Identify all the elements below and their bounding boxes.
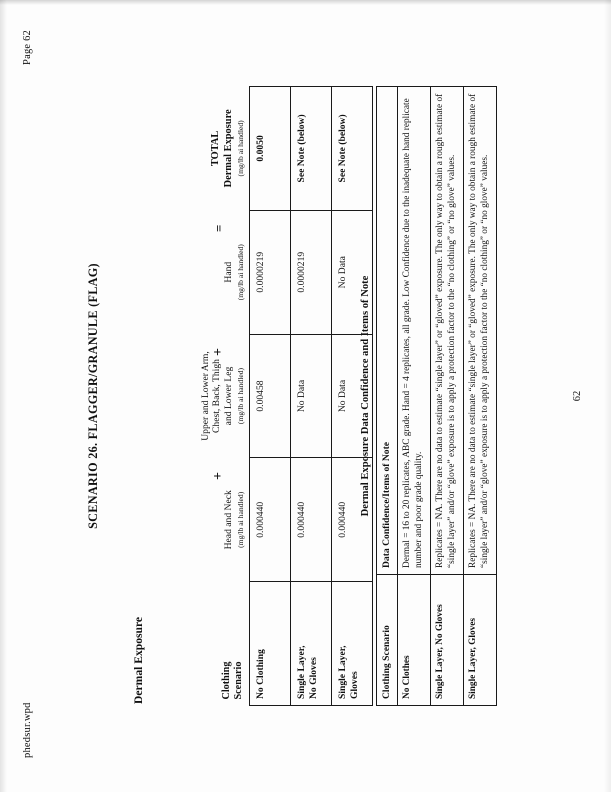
column-header-data-confidence: Data Confidence/Items of Note: [377, 87, 398, 575]
cell-total: 0.0050: [250, 87, 291, 211]
column-header-clothing-scenario: Clothing Scenario: [377, 575, 398, 706]
cell-head-neck: 0.000440: [332, 458, 373, 582]
header-page-number: Page 62: [22, 30, 33, 65]
column-header-total: TOTAL Dermal Exposure (mg/lb ai handled): [154, 87, 250, 211]
dermal-exposure-block: [132, 86, 373, 706]
dermal-exposure-label: Dermal Exposure: [132, 616, 145, 704]
header-filename: phedsur.wpd: [22, 702, 33, 758]
column-header-arm-chest-back-thigh-leg: Upper and Lower Arm, Chest, Back, Thigh and Lower Leg (mg/lb ai handled): [154, 334, 250, 458]
table-row: [291, 87, 332, 706]
cell-confidence-note: Replicates = NA. There are no data to estimate “single layer” or “gloved” exposure. The only way to obtain a rough estimate of “single layer” and/or “glove” exposure is to apply a protection factor to the “no clothing” or “no glove” values.: [431, 87, 464, 575]
cell-arm-chest-back-thigh-leg: 0.00458: [250, 334, 291, 458]
row-scenario-single-layer-gloves: Single Layer, Gloves: [463, 575, 496, 706]
cell-hand: No Data: [332, 210, 373, 334]
row-scenario-single-layer-gloves: Single Layer, Gloves: [332, 582, 373, 706]
operator-plus-icon: +: [211, 348, 226, 356]
dermal-exposure-body: [250, 87, 373, 706]
row-scenario-single-layer-no-gloves: Single Layer, No Gloves: [291, 582, 332, 706]
table-row: [431, 87, 464, 706]
cell-hand: 0.0000219: [291, 210, 332, 334]
confidence-block: [360, 86, 497, 706]
cell-hand: 0.0000219: [250, 210, 291, 334]
operator-equals-icon: =: [211, 224, 226, 232]
table-header-row: [154, 87, 250, 706]
table-row: [398, 87, 431, 706]
dermal-exposure-table: [154, 86, 373, 706]
cell-head-neck: 0.000440: [250, 458, 291, 582]
cell-confidence-note: Replicates = NA. There are no data to estimate “single layer” or “gloved” exposure. The only way to obtain a rough estimate of “single layer” and/or “glove” exposure is to apply a protection factor to the “no clothing” or “no glove” values.: [463, 87, 496, 575]
page-title: SCENARIO 26. FLAGGER/GRANULE (FLAG): [86, 263, 100, 529]
confidence-table: [376, 86, 497, 706]
page-folio: 62: [572, 390, 583, 402]
confidence-table-title: Dermal Exposure Data Confidence and Items of Note: [360, 275, 371, 517]
row-scenario-no-clothes: No Clothes: [398, 575, 431, 706]
column-header-hand: Hand (mg/lb ai handled): [154, 210, 250, 334]
row-scenario-no-clothing: No Clothing: [250, 582, 291, 706]
table-row: [463, 87, 496, 706]
cell-head-neck: 0.000440: [291, 458, 332, 582]
cell-total: See Note (below): [332, 87, 373, 211]
operator-plus-icon: +: [211, 472, 226, 480]
column-header-scenario: Clothing Scenario: [154, 582, 250, 706]
row-scenario-single-layer-no-gloves: Single Layer, No Gloves: [431, 575, 464, 706]
cell-confidence-note: Dermal = 16 to 20 replicates, ABC grade. Hand = 4 replicates, all grade. Low Confidence due to the inadequate hand replicate number and poor grade quality.: [398, 87, 431, 575]
column-header-head-neck: Head and Neck (mg/lb ai handled): [154, 458, 250, 582]
cell-arm-chest-back-thigh-leg: No Data: [332, 334, 373, 458]
table-header-row: [377, 87, 398, 706]
cell-arm-chest-back-thigh-leg: No Data: [291, 334, 332, 458]
cell-total: See Note (below): [291, 87, 332, 211]
confidence-body: [398, 87, 496, 706]
table-row: [250, 87, 291, 706]
